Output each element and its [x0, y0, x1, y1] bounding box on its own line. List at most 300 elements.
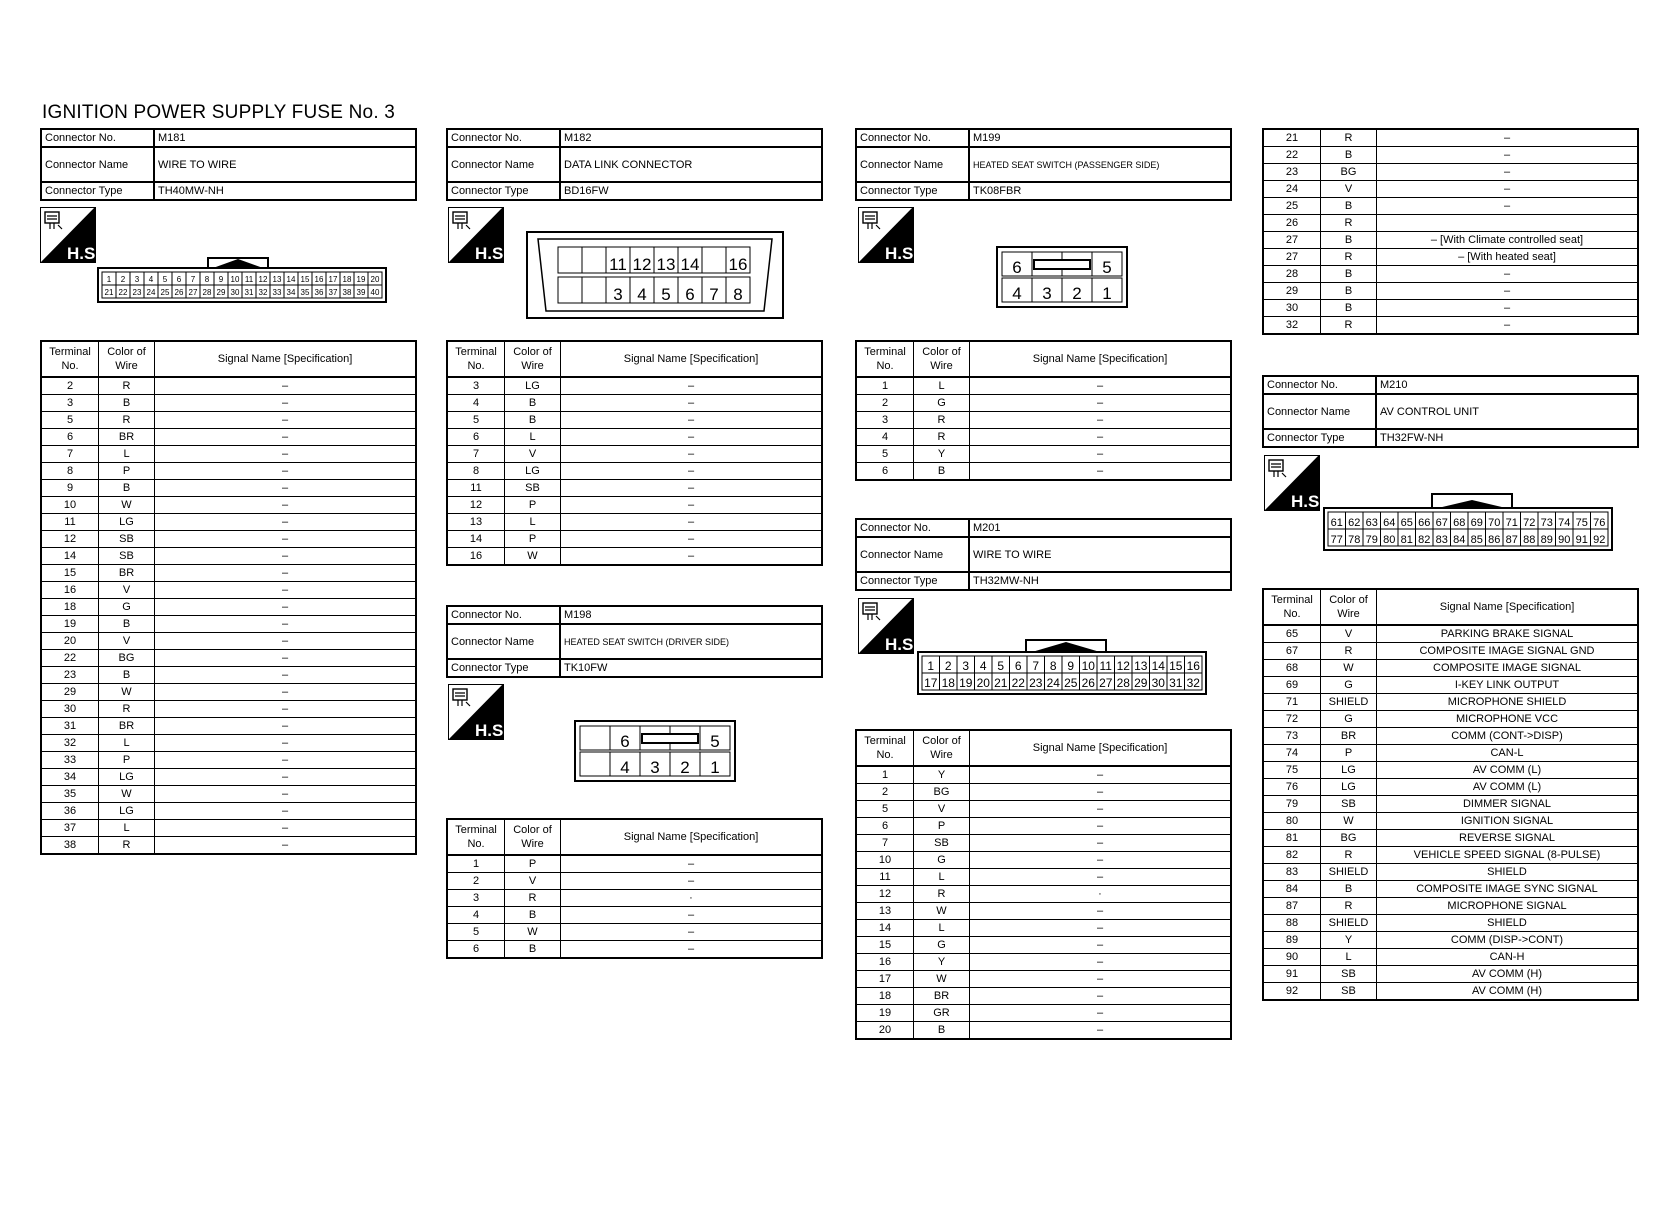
wire-color-cell: L — [99, 446, 155, 463]
terminal-no-cell: 87 — [1263, 898, 1321, 915]
table-row — [1263, 762, 1638, 779]
signal-name-cell: – — [155, 480, 417, 497]
signal-name-cell: COMM (CONT->DISP) — [1377, 728, 1639, 745]
connector-name-value: HEATED SEAT SWITCH (DRIVER SIDE) — [560, 624, 822, 659]
wire-color-cell: R — [1321, 317, 1377, 335]
table-row — [1263, 215, 1638, 232]
table-row — [41, 377, 416, 395]
connector-m199-diagram — [996, 246, 1138, 308]
terminal-no-cell: 1 — [856, 377, 914, 395]
terminal-no-cell: 90 — [1263, 949, 1321, 966]
table-row — [1263, 949, 1638, 966]
signal-name-cell: – — [155, 701, 417, 718]
pin-label: 78 — [1348, 534, 1361, 546]
terminal-no-cell: 34 — [41, 769, 99, 786]
terminal-no-cell: 81 — [1263, 830, 1321, 847]
signal-name-cell: CAN-H — [1377, 949, 1639, 966]
terminal-no-cell: 14 — [447, 531, 505, 548]
wire-color-cell: P — [99, 752, 155, 769]
table-row — [856, 988, 1231, 1005]
wire-color-cell: R — [1321, 898, 1377, 915]
wire-color-cell: W — [505, 548, 561, 566]
pin-label: 76 — [1593, 517, 1606, 529]
pin-label: 15 — [300, 275, 310, 284]
terminal-no-cell: 67 — [1263, 643, 1321, 660]
pin-label: 80 — [1383, 534, 1396, 546]
signal-name-cell: REVERSE SIGNAL — [1377, 830, 1639, 847]
table-row — [856, 1022, 1231, 1040]
connector-name-value: HEATED SEAT SWITCH (PASSENGER SIDE) — [969, 147, 1231, 182]
signal-name-cell: – — [561, 941, 823, 959]
terminal-no-cell: 19 — [41, 616, 99, 633]
header-terminal-no: Terminal No. — [856, 730, 914, 766]
pin-label: 71 — [1505, 517, 1518, 529]
pin-label: 9 — [1067, 659, 1075, 673]
harness-side-icon — [448, 684, 509, 745]
signal-name-cell: – — [970, 395, 1232, 412]
pin-label: 92 — [1593, 534, 1606, 546]
wire-color-cell: R — [1321, 215, 1377, 232]
table-row — [447, 941, 822, 959]
wire-color-cell: LG — [99, 514, 155, 531]
pin-label: 6 — [1014, 659, 1022, 673]
header-signal-name: Signal Name [Specification] — [561, 819, 823, 855]
wire-color-cell: B — [505, 395, 561, 412]
wire-color-cell: P — [505, 531, 561, 548]
signal-name-cell: – — [970, 954, 1232, 971]
table-row — [41, 429, 416, 446]
wire-color-cell: B — [1321, 283, 1377, 300]
header-terminal-no: Terminal No. — [856, 341, 914, 377]
hs-label: H.S. — [885, 635, 919, 654]
terminal-table — [1262, 128, 1639, 335]
connector-m181-info — [40, 128, 417, 201]
table-row — [856, 429, 1231, 446]
wire-color-cell: BR — [914, 988, 970, 1005]
pin-label: 15 — [1169, 659, 1183, 673]
pin-label: 32 — [1186, 676, 1200, 690]
wire-color-cell: W — [1321, 813, 1377, 830]
connector-type-value: TH32FW-NH — [1376, 429, 1638, 447]
terminal-no-cell: 4 — [447, 907, 505, 924]
terminal-no-cell: 18 — [856, 988, 914, 1005]
signal-name-cell: – — [155, 582, 417, 599]
connector-name-value: AV CONTROL UNIT — [1376, 394, 1638, 429]
wire-color-cell: Y — [914, 954, 970, 971]
pin-label: 22 — [118, 288, 128, 297]
wire-color-cell: V — [99, 582, 155, 599]
wire-color-cell: B — [914, 463, 970, 481]
terminal-no-cell: 21 — [1263, 129, 1321, 147]
signal-name-cell: – — [1377, 317, 1639, 335]
pin-label: 6 — [685, 285, 695, 304]
header-signal-name: Signal Name [Specification] — [970, 730, 1232, 766]
pin-label: 66 — [1418, 517, 1431, 529]
terminal-no-cell: 3 — [856, 412, 914, 429]
table-row — [41, 548, 416, 565]
signal-name-cell: COMPOSITE IMAGE SIGNAL — [1377, 660, 1639, 677]
signal-name-cell: – — [155, 650, 417, 667]
table-row — [856, 903, 1231, 920]
table-row — [1263, 847, 1638, 864]
table-row — [41, 820, 416, 837]
terminal-no-cell: 7 — [856, 835, 914, 852]
terminal-no-cell: 80 — [1263, 813, 1321, 830]
wire-color-cell: BR — [99, 565, 155, 582]
label-connector-type: Connector Type — [856, 572, 969, 590]
signal-name-cell: MICROPHONE SIGNAL — [1377, 898, 1639, 915]
pin-label: 3 — [134, 275, 140, 284]
pin-label: 2 — [680, 758, 690, 777]
connector-m201-table-continued — [1262, 128, 1639, 335]
signal-name-cell: – — [155, 497, 417, 514]
terminal-no-cell: 10 — [41, 497, 99, 514]
pin-label: 23 — [1029, 676, 1043, 690]
pin-label: 26 — [174, 288, 184, 297]
signal-name-cell: – — [155, 463, 417, 480]
wire-color-cell: L — [99, 820, 155, 837]
terminal-no-cell: 6 — [856, 818, 914, 835]
table-row — [41, 803, 416, 820]
label-connector-name: Connector Name — [856, 537, 969, 572]
terminal-no-cell: 6 — [447, 429, 505, 446]
wire-color-cell: L — [505, 514, 561, 531]
signal-name-cell: – — [970, 412, 1232, 429]
table-row — [1263, 915, 1638, 932]
pin-label: 68 — [1453, 517, 1466, 529]
label-connector-type: Connector Type — [856, 182, 969, 200]
header-color-of-wire: Color of Wire — [914, 341, 970, 377]
header-signal-name: Signal Name [Specification] — [155, 341, 417, 377]
signal-name-cell: – — [561, 480, 823, 497]
connector-m198-info — [446, 605, 823, 678]
table-row — [1263, 694, 1638, 711]
wire-color-cell: R — [505, 890, 561, 907]
table-row — [41, 514, 416, 531]
pin-label: 88 — [1523, 534, 1536, 546]
wire-color-cell: LG — [1321, 762, 1377, 779]
pin-label: 39 — [356, 288, 366, 297]
terminal-no-cell: 5 — [41, 412, 99, 429]
connector-name-value: WIRE TO WIRE — [154, 147, 416, 182]
wire-color-cell: SB — [1321, 966, 1377, 983]
table-row — [447, 924, 822, 941]
terminal-no-cell: 74 — [1263, 745, 1321, 762]
wire-color-cell: W — [99, 786, 155, 803]
label-connector-type: Connector Type — [447, 182, 560, 200]
wire-color-cell: W — [505, 924, 561, 941]
pin-label: 2 — [1072, 284, 1082, 303]
wire-color-cell: B — [1321, 147, 1377, 164]
table-row — [41, 837, 416, 855]
signal-name-cell: – — [561, 463, 823, 480]
pin-label: 31 — [244, 288, 254, 297]
table-row — [447, 873, 822, 890]
connector-m199-table — [855, 340, 1232, 481]
pin-label: 82 — [1418, 534, 1431, 546]
pin-label: 12 — [258, 275, 268, 284]
table-row — [41, 565, 416, 582]
terminal-no-cell: 37 — [41, 820, 99, 837]
table-row — [1263, 966, 1638, 983]
pin-label: 25 — [160, 288, 170, 297]
table-row — [1263, 677, 1638, 694]
wire-color-cell: GR — [914, 1005, 970, 1022]
signal-name-cell: – — [155, 769, 417, 786]
table-row — [41, 531, 416, 548]
wire-color-cell: V — [914, 801, 970, 818]
terminal-no-cell: 84 — [1263, 881, 1321, 898]
pin-label: 1 — [927, 659, 935, 673]
signal-name-cell: – — [970, 869, 1232, 886]
signal-name-cell: – — [155, 633, 417, 650]
pin-label: 7 — [190, 275, 196, 284]
table-row — [856, 395, 1231, 412]
terminal-no-cell: 92 — [1263, 983, 1321, 1001]
table-row — [1263, 317, 1638, 335]
pin-label: 5 — [661, 285, 671, 304]
signal-name-cell: – — [155, 377, 417, 395]
pin-label: 17 — [924, 676, 938, 690]
connector-no-value: M182 — [560, 129, 822, 147]
header-signal-name: Signal Name [Specification] — [970, 341, 1232, 377]
connector-type-value: TK08FBR — [969, 182, 1231, 200]
pin-label: 7 — [1032, 659, 1040, 673]
connector-type-value: BD16FW — [560, 182, 822, 200]
connector-m181-diagram — [98, 250, 398, 302]
connector-no-value: M210 — [1376, 376, 1638, 394]
pin-label: 64 — [1383, 517, 1396, 529]
table-row — [447, 497, 822, 514]
label-connector-no: Connector No. — [856, 519, 969, 537]
signal-name-cell: COMPOSITE IMAGE SYNC SIGNAL — [1377, 881, 1639, 898]
pin-label: 23 — [132, 288, 142, 297]
wire-color-cell: G — [914, 395, 970, 412]
pin-label: 73 — [1540, 517, 1553, 529]
table-row — [1263, 830, 1638, 847]
pin-label: 70 — [1488, 517, 1501, 529]
pin-label: 26 — [1081, 676, 1095, 690]
signal-name-cell: – — [561, 395, 823, 412]
signal-name-cell: – — [155, 684, 417, 701]
connector-m210-diagram — [1322, 490, 1622, 552]
pin-label: 17 — [328, 275, 338, 284]
wire-color-cell: W — [99, 497, 155, 514]
signal-name-cell: – — [1377, 129, 1639, 147]
wire-color-cell: R — [1321, 643, 1377, 660]
wire-color-cell: SHIELD — [1321, 694, 1377, 711]
terminal-no-cell: 31 — [41, 718, 99, 735]
label-connector-name: Connector Name — [856, 147, 969, 182]
table-header — [1263, 589, 1638, 625]
connector-no-value: M198 — [560, 606, 822, 624]
table-row — [856, 1005, 1231, 1022]
signal-name-cell: – — [1377, 283, 1639, 300]
table-row — [856, 954, 1231, 971]
pin-label: 31 — [1169, 676, 1183, 690]
terminal-no-cell: 15 — [856, 937, 914, 954]
harness-side-icon — [858, 207, 919, 268]
table-row — [856, 886, 1231, 903]
pin-label: 40 — [370, 288, 380, 297]
table-row — [447, 429, 822, 446]
table-row — [1263, 198, 1638, 215]
signal-name-cell: – — [561, 548, 823, 566]
pin-label: 19 — [356, 275, 366, 284]
terminal-no-cell: 4 — [447, 395, 505, 412]
wire-color-cell: P — [505, 497, 561, 514]
terminal-no-cell: 5 — [856, 801, 914, 818]
wire-color-cell: L — [505, 429, 561, 446]
connector-m199-info — [855, 128, 1232, 201]
signal-name-cell: – — [970, 852, 1232, 869]
label-connector-name: Connector Name — [41, 147, 154, 182]
signal-name-cell: – — [155, 616, 417, 633]
terminal-no-cell: 2 — [856, 784, 914, 801]
connector-m201-diagram — [916, 634, 1216, 696]
terminal-no-cell: 16 — [856, 954, 914, 971]
table-row — [1263, 164, 1638, 181]
terminal-no-cell: 89 — [1263, 932, 1321, 949]
terminal-no-cell: 38 — [41, 837, 99, 855]
header-color-of-wire: Color of Wire — [914, 730, 970, 766]
terminal-no-cell: 29 — [1263, 283, 1321, 300]
terminal-no-cell: 12 — [856, 886, 914, 903]
signal-name-cell: – — [561, 907, 823, 924]
pin-label: 5 — [162, 275, 168, 284]
terminal-no-cell: 13 — [856, 903, 914, 920]
table-row — [41, 480, 416, 497]
pin-label: 24 — [1046, 676, 1060, 690]
pin-label: 63 — [1365, 517, 1378, 529]
terminal-no-cell: 88 — [1263, 915, 1321, 932]
terminal-table — [1262, 588, 1639, 1001]
wire-color-cell: SB — [914, 835, 970, 852]
wire-color-cell: G — [914, 852, 970, 869]
table-row — [1263, 283, 1638, 300]
table-row — [1263, 796, 1638, 813]
pin-label: 36 — [314, 288, 324, 297]
wire-color-cell: SB — [99, 531, 155, 548]
terminal-no-cell: 3 — [447, 890, 505, 907]
pin-label: 28 — [202, 288, 212, 297]
pin-label: 29 — [1134, 676, 1148, 690]
table-row — [856, 412, 1231, 429]
wire-color-cell: W — [914, 903, 970, 920]
signal-name-cell: AV COMM (H) — [1377, 966, 1639, 983]
terminal-no-cell: 8 — [41, 463, 99, 480]
wire-color-cell: L — [914, 869, 970, 886]
table-row — [1263, 181, 1638, 198]
signal-name-cell: – — [970, 818, 1232, 835]
connector-m201-table — [855, 729, 1232, 1040]
table-row — [447, 907, 822, 924]
wire-color-cell: W — [1321, 660, 1377, 677]
label-connector-name: Connector Name — [1263, 394, 1376, 429]
pin-label: 13 — [656, 255, 676, 274]
terminal-no-cell: 8 — [447, 463, 505, 480]
pin-label: 62 — [1348, 517, 1361, 529]
pin-label: 24 — [146, 288, 156, 297]
pin-label: 18 — [941, 676, 955, 690]
pin-label: 86 — [1488, 534, 1501, 546]
wire-color-cell: BG — [1321, 164, 1377, 181]
wire-color-cell: V — [505, 446, 561, 463]
table-row — [41, 752, 416, 769]
pin-label: 30 — [230, 288, 240, 297]
signal-name-cell: – — [155, 803, 417, 820]
wire-color-cell: R — [99, 701, 155, 718]
terminal-no-cell: 91 — [1263, 966, 1321, 983]
signal-name-cell: – [With Climate controlled seat] — [1377, 232, 1639, 249]
table-row — [41, 650, 416, 667]
pin-label: 12 — [1116, 659, 1130, 673]
terminal-no-cell: 4 — [856, 429, 914, 446]
wire-color-cell: LG — [505, 463, 561, 480]
signal-name-cell: – — [561, 412, 823, 429]
wire-color-cell: BR — [99, 429, 155, 446]
pin-label: 65 — [1400, 517, 1413, 529]
table-row — [41, 395, 416, 412]
table-row — [856, 920, 1231, 937]
wire-color-cell: W — [914, 971, 970, 988]
pin-label: 4 — [637, 285, 647, 304]
wire-color-cell: V — [1321, 625, 1377, 643]
pin-label: 11 — [1099, 659, 1112, 673]
signal-name-cell: – — [561, 429, 823, 446]
pin-label: 3 — [650, 758, 660, 777]
terminal-no-cell: 10 — [856, 852, 914, 869]
header-terminal-no: Terminal No. — [447, 819, 505, 855]
signal-name-cell: – — [1377, 198, 1639, 215]
pin-label: 21 — [104, 288, 114, 297]
terminal-no-cell: 65 — [1263, 625, 1321, 643]
signal-name-cell: AV COMM (L) — [1377, 762, 1639, 779]
wire-color-cell: R — [914, 429, 970, 446]
pin-label: 6 — [176, 275, 182, 284]
terminal-no-cell: 6 — [41, 429, 99, 446]
pin-label: 2 — [120, 275, 126, 284]
terminal-table — [40, 340, 417, 855]
table-row — [1263, 813, 1638, 830]
table-row — [1263, 129, 1638, 147]
pin-label: 20 — [976, 676, 990, 690]
terminal-no-cell: 5 — [856, 446, 914, 463]
terminal-no-cell: 13 — [447, 514, 505, 531]
harness-side-icon — [40, 207, 101, 268]
terminal-no-cell: 20 — [856, 1022, 914, 1040]
pin-label: 16 — [728, 255, 748, 274]
pin-label: 77 — [1330, 534, 1343, 546]
table-row — [447, 531, 822, 548]
pin-label: 1 — [106, 275, 112, 284]
table-row — [41, 718, 416, 735]
terminal-no-cell: 79 — [1263, 796, 1321, 813]
table-row — [856, 852, 1231, 869]
label-connector-no: Connector No. — [447, 606, 560, 624]
signal-name-cell: – — [970, 903, 1232, 920]
connector-m182-info — [446, 128, 823, 201]
wire-color-cell: LG — [1321, 779, 1377, 796]
wire-color-cell: SB — [505, 480, 561, 497]
signal-name-cell: – — [155, 837, 417, 855]
pin-label: 33 — [272, 288, 282, 297]
pin-label: 27 — [188, 288, 198, 297]
pin-label: 90 — [1558, 534, 1571, 546]
pin-label: 16 — [314, 275, 324, 284]
pin-label: 3 — [962, 659, 970, 673]
table-row — [1263, 643, 1638, 660]
